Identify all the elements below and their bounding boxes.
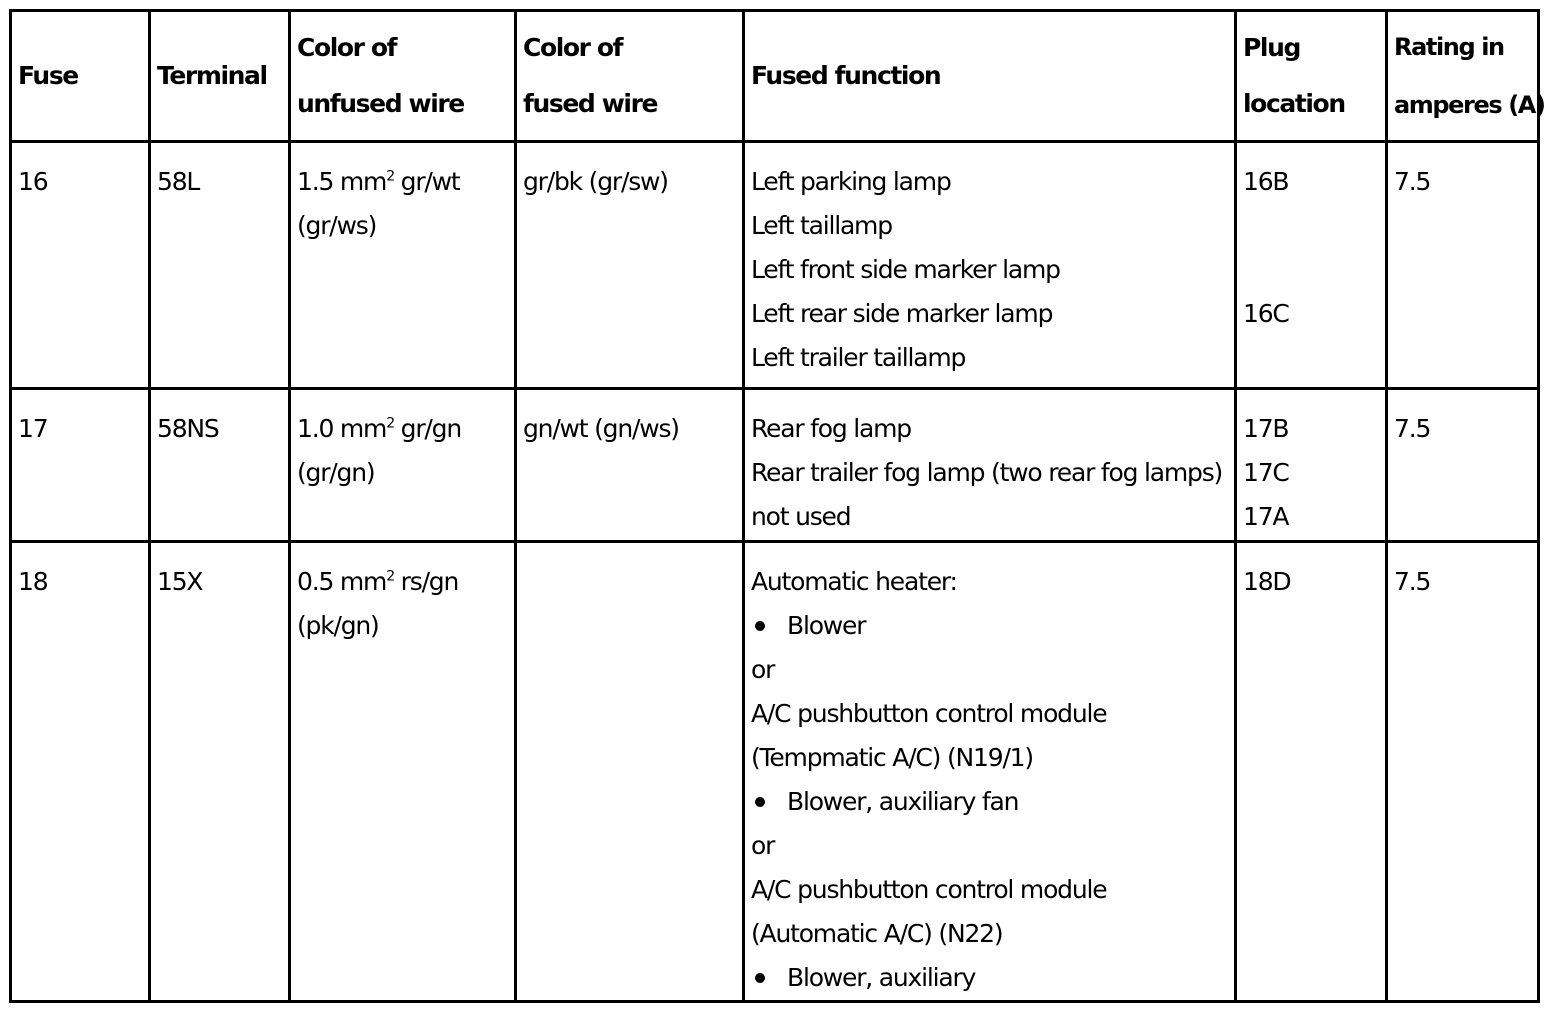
function-line: (Automatic A/C) (N22) (751, 919, 1003, 948)
header-plug-location: Plug location (1236, 11, 1387, 142)
cell-terminal: 58NS (150, 389, 290, 542)
cell-rating: 7.5 (1387, 142, 1539, 389)
header-unfused-wire: Color of unfused wire (290, 11, 516, 142)
header-fuse: Fuse (11, 11, 150, 142)
function-line: Rear fog lamp (751, 414, 911, 443)
function-line: Left parking lamp (751, 167, 951, 196)
cell-terminal: 15X (150, 542, 290, 1002)
header-terminal: Terminal (150, 11, 290, 142)
function-line: Rear trailer fog lamp (two rear fog lamps) (751, 458, 1223, 487)
function-line-bulleted: Blower (751, 604, 1228, 648)
cell-plug-location: 17B 17C 17A (1236, 389, 1387, 542)
fuse-table (9, 9, 1545, 1003)
cell-unfused-wire: 1.5 $mm^2$ gr/wt (gr/ws) (290, 142, 516, 389)
cell-fused-wire: gn/wt (gn/ws) (516, 389, 744, 542)
cell-plug-location: 16B 16C (1236, 142, 1387, 389)
table-row (11, 542, 1539, 1002)
bullet-icon (755, 621, 765, 631)
function-line: Automatic heater: (751, 567, 957, 596)
cell-fused-function (744, 142, 1236, 389)
cell-fuse: 17 (11, 389, 150, 542)
function-line: A/C pushbutton control module (751, 699, 1107, 728)
function-line: or (751, 655, 775, 684)
table-row (11, 142, 1539, 389)
cell-fuse: 16 (11, 142, 150, 389)
cell-rating: 7.5 (1387, 389, 1539, 542)
function-line: Left front side marker lamp (751, 255, 1060, 284)
function-line: (Tempmatic A/C) (N19/1) (751, 743, 1033, 772)
table-header-row (11, 11, 1539, 142)
cell-fused-function (744, 542, 1236, 1002)
function-line: Left taillamp (751, 211, 892, 240)
header-rating: Rating in amperes (A) (1387, 11, 1539, 142)
cell-fused-wire (516, 542, 744, 1002)
fuse-table-container (9, 9, 1545, 999)
cell-unfused-wire: 1.0 $mm^2$ gr/gn (gr/gn) (290, 389, 516, 542)
cell-fused-wire: gr/bk (gr/sw) (516, 142, 744, 389)
bullet-icon (755, 797, 765, 807)
function-line: or (751, 831, 775, 860)
header-fused-wire: Color of fused wire (516, 11, 744, 142)
cell-fused-function (744, 389, 1236, 542)
header-fused-function: Fused function (744, 11, 1236, 142)
bullet-icon (755, 973, 765, 983)
cell-rating: 7.5 (1387, 542, 1539, 1002)
table-row (11, 389, 1539, 542)
function-line: A/C pushbutton control module (751, 875, 1107, 904)
cell-plug-location: 18D (1236, 542, 1387, 1002)
function-line-bulleted: Blower, auxiliary (751, 956, 1228, 1000)
function-line: Left rear side marker lamp (751, 299, 1053, 328)
cell-fuse: 18 (11, 542, 150, 1002)
cell-terminal: 58L (150, 142, 290, 389)
function-line: Left trailer taillamp (751, 343, 966, 372)
function-line-bulleted: Blower, auxiliary fan (751, 780, 1228, 824)
cell-unfused-wire: 0.5 $mm^2$ rs/gn (pk/gn) (290, 542, 516, 1002)
function-line: not used (751, 502, 851, 531)
